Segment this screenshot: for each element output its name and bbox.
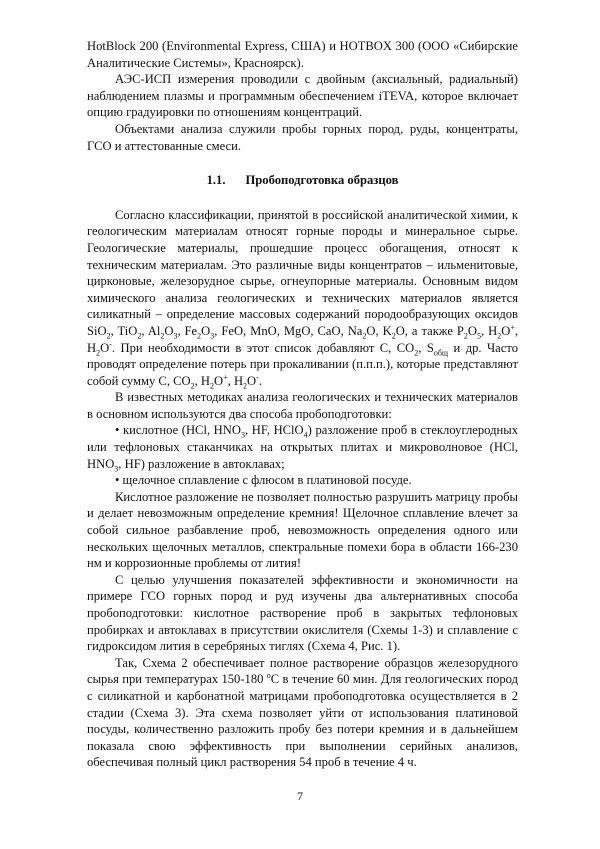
paragraph-methods: В известных методиках анализа геологических и технических материалов в основном используются два способа пробоподготовки: [87,390,518,421]
section-number: 1.1. [206,173,226,188]
bullet-acid-digestion: • кислотное (HCl, $HNO_3$, HF, HClO$_4$) разложение проб в стеклоуглеродных или тефлоновых стаканчиках на открытых плитах и микроволновое (HCl, $HNO_3$, HF) разложение в автоклавах; [87,423,518,474]
paragraph-intro-1: HotBlock 200 (Environmental Express, США) и HOTBOX 300 (ООО «Сибирские Аналитические Системы», Красноярск). [87,39,518,70]
paragraph-alternatives: С целью улучшения показателей эффективности и экономичности на примере ГСО горных пород и руд изучены два альтернативных способа пробоподготовки: кислотное растворение проб в закрытых тефлоновых пробирках и автоклавах в присутствии окислителя (Схемы 1-3) и сплавление с гидроксидом лития в серебряных тиглях (Схема 4, Рис. 1). [87,572,518,654]
paragraph-scheme-2: Так, Схема 2 обеспечивает полное растворение образцов железорудного сырья при температурах 150-180 $^о$С в течение 60 мин. Для геологических пород с силикатной и карбонатной матрицами пробоподготовка осуществляется в 2 стадии (Схема 3). Эта схема позволяет уйти от использования платиновой посуды, количественно разложить пробу без потери кремния и в дальнейшем показала свою эффективность при выполнении серийных анализов, обеспечивая полный цикл растворения 54 проб в течение 4 ч. [87,655,519,770]
section-title: Пробоподготовка образцов [245,173,399,188]
section-heading [87,172,518,189]
page-number: 7 [297,789,303,803]
paragraph-intro-3: Объектами анализа служили пробы горных пород, руды, концентраты, ГСО и аттестованные смеси. [87,121,518,153]
paragraph-classification: Согласно классификации, принятой в российской аналитической химии, к геологическим материалам относят горные породы и минеральное сырье. Геологические материалы, прошедшие процесс обогащения, относят к техническим материалам. Это различные виды концентратов – ильменитовые, цирконовые, железорудное сырье, огнеупорные материалы. Основным видом химического анализа геологических и технических материалов является силикатный – определение массовых содержаний породообразующих оксидов SiO$_2$, TiO$_2$, $Al_2O_3$, $Fe_2O_3$, FeO, MnO, MgO, CaO, $Na_2O$, $K_2O$, а также $P_2O_5$, $H_2O^+$, $H_2O^-$. При необходимости в этот список добавляют C, $CO_2$, $S_{общ}$ и др. Часто проводят определение потерь при прокаливании (п.п.п.), которые представляют собой сумму C, $CO_2$, $H_2O^+$, $H_2O^-$. [87,207,518,391]
paragraph-intro-2: АЭС-ИСП измерения проводили с двойным (аксиальный, радиальный) наблюдением плазмы и программным обеспечением iTEVA, которое включает опцию градуировки по отношениям концентраций. [87,72,518,120]
paragraph-limitations: Кислотное разложение не позволяет полностью разрушить матрицу пробы и делает невозможным определение кремния! Щелочное сплавление влечет за собой сильное разбавление проб, невозможность определения одного или нескольких щелочных металлов, спектральные помехи бора в области 166-230 нм и коррозионные проблемы от лития! [87,489,518,571]
bullet-alkaline-fusion: • щелочное сплавление с флюсом в платиновой посуде. [115,473,412,488]
